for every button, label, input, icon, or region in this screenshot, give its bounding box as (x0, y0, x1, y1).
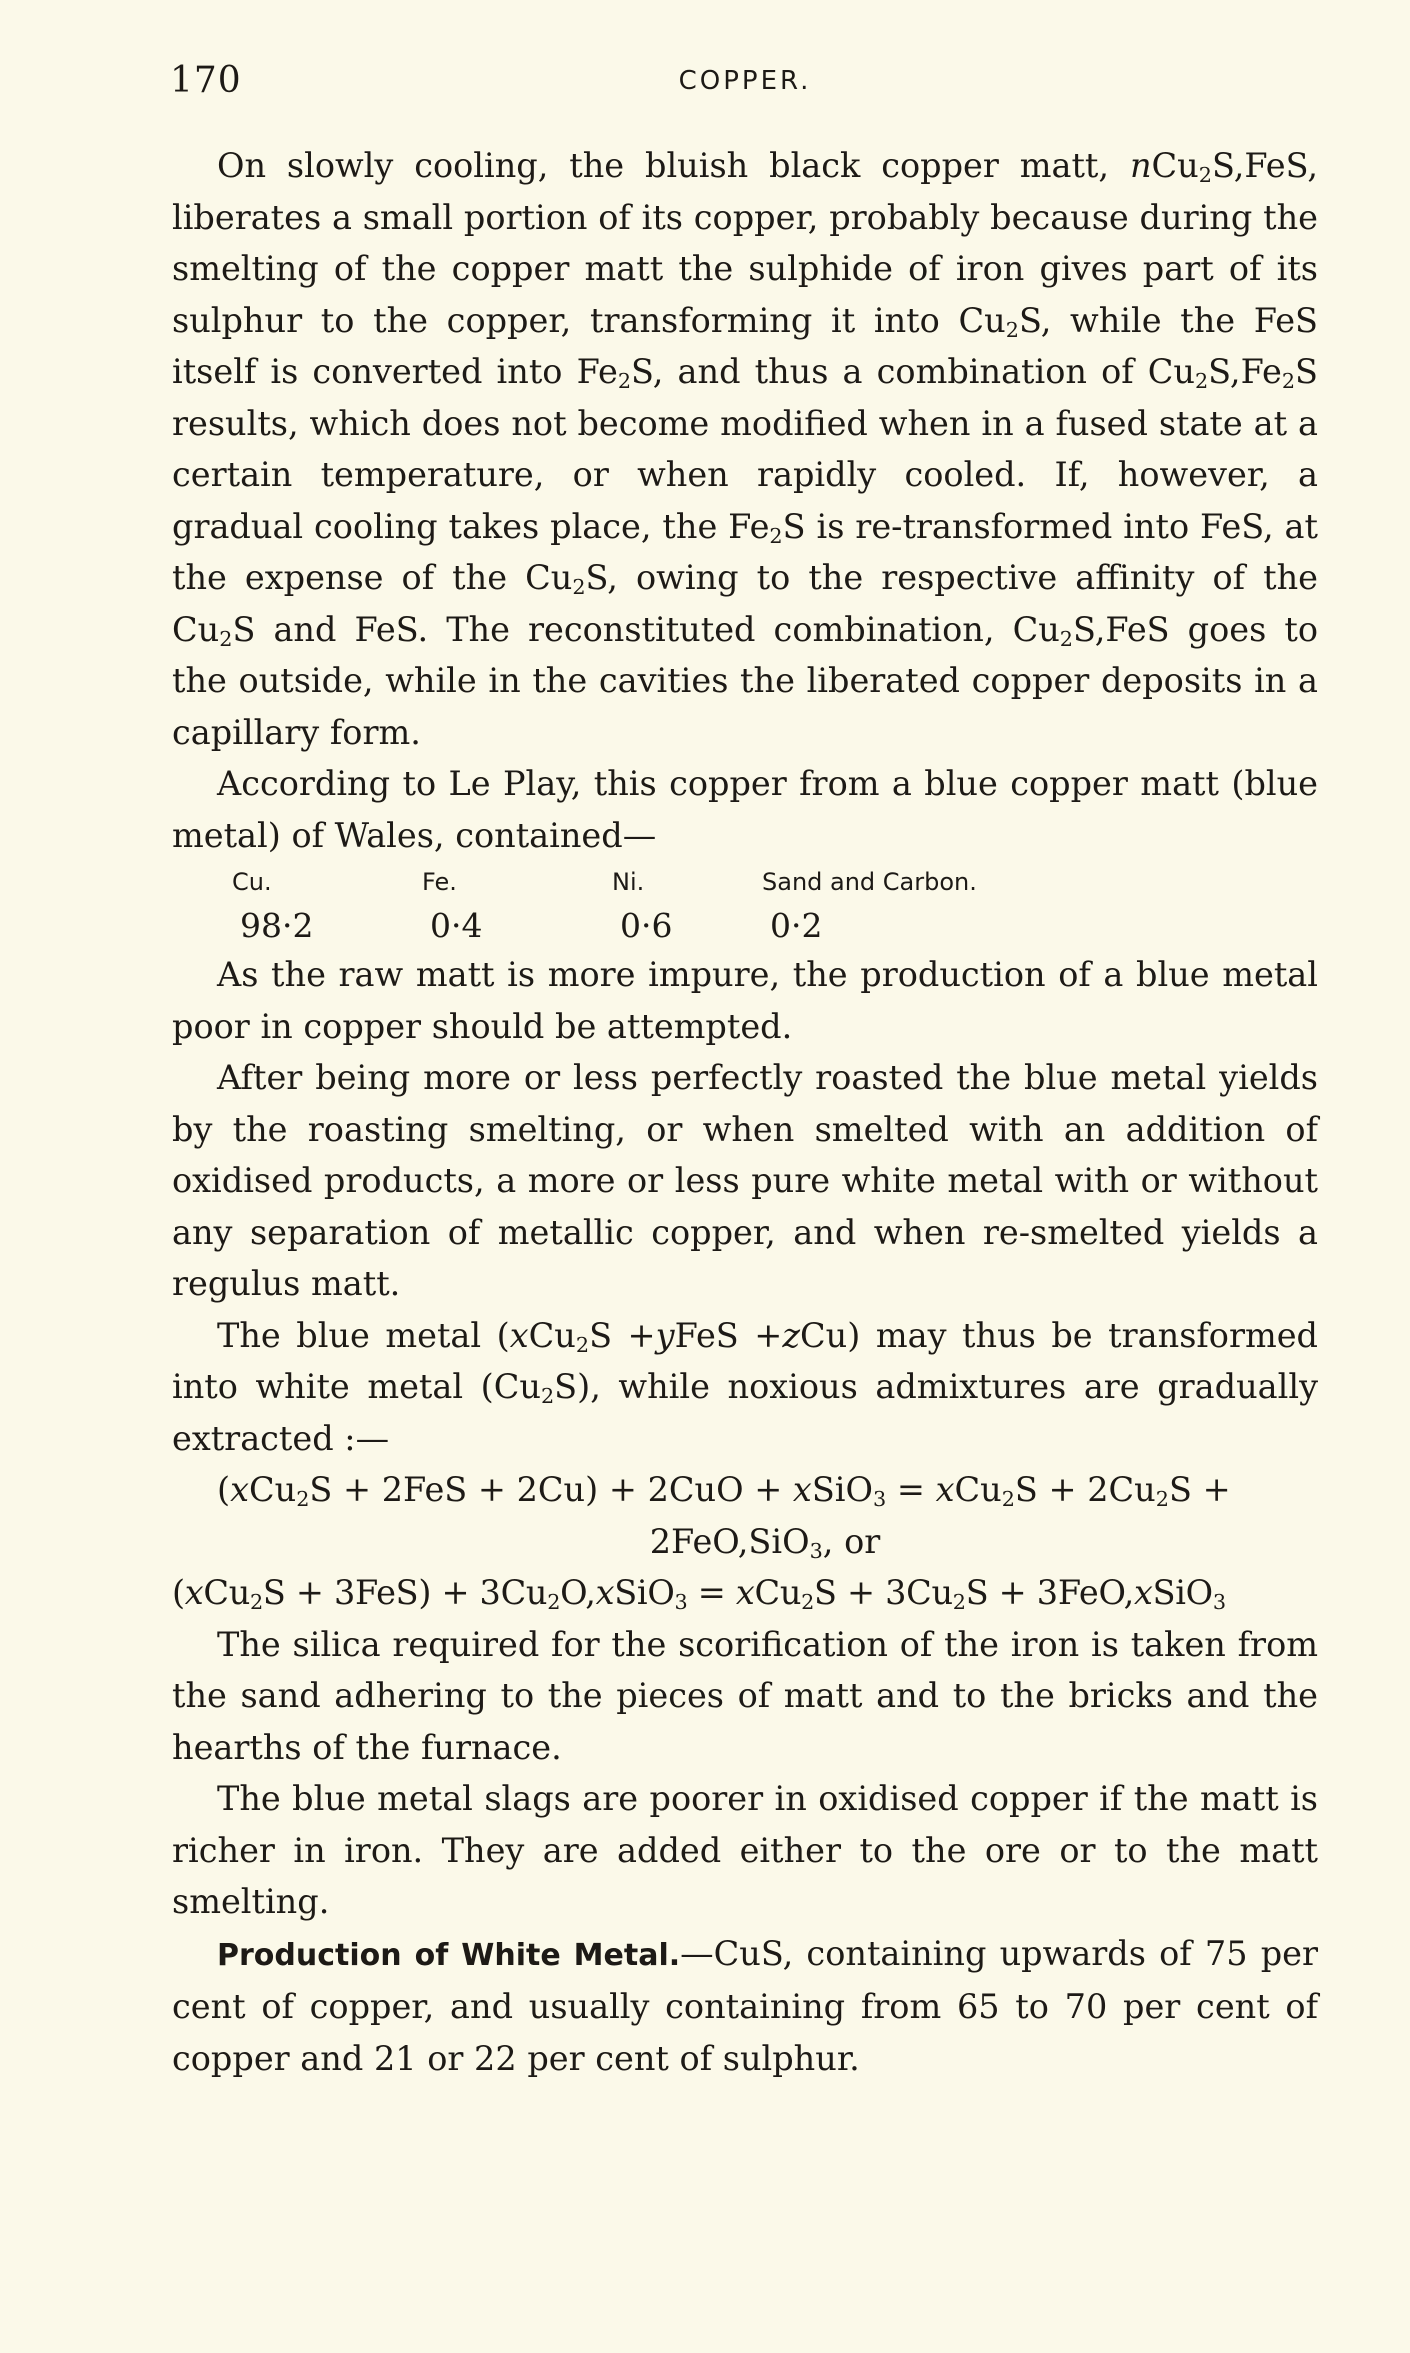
analysis-header: Ni. (612, 868, 645, 896)
analysis-value: 0·2 (770, 906, 823, 945)
analysis-header: Sand and Carbon. (762, 868, 977, 896)
analysis-value: 98·2 (240, 906, 314, 945)
equation-2: $(xCu_2S + 3FeS) + 3Cu_2O,xSiO_3 = xCu_2S + 3Cu_2S$ + 3FeO,xSiO$_3$ (172, 1573, 1226, 1615)
equation-1-line-1: (xCu$_2$S + 2FeS + 2Cu) + 2CuO + xSiO$_3$ = $xCu_2S + 2Cu_2S$ + (217, 1470, 1231, 1512)
paragraph-le-play: According to Le Play, this copper from a blue copper matt (blue metal) of Wales, contained— (172, 764, 1318, 855)
page-body (172, 140, 1318, 2084)
analysis-value: 0·4 (430, 906, 483, 945)
section-heading: Production of White Metal. (217, 1937, 681, 1973)
page-header (170, 60, 1320, 110)
analysis-header: Fe. (422, 868, 457, 896)
analysis-header: Cu. (232, 868, 272, 896)
paragraph-silica: The silica required for the scorification of the iron is taken from the sand adhering to the pieces of matt and to the bricks and the hearths of the furnace. (172, 1624, 1318, 1767)
analysis-value: 0·6 (620, 906, 673, 945)
analysis-table (232, 861, 1002, 949)
running-title: COPPER. (678, 66, 812, 96)
equation-1-line-2: 2FeO,SiO$_3$, or (649, 1521, 881, 1563)
paragraph-cooling-matt: On slowly cooling, the bluish black copper matt, nCu$_2$S,FeS, liberates a small portion of its copper, probably because during the smelting of the copper matt the sulphide of iron gives part of its sulphur to the copper, transforming it into $Cu_2S$, while the FeS itself is converted into $Fe_2S$, and thus a combination of $Cu_2S,Fe_2S$ results, which does not become modified when in a fused state at a certain temperature, or when rapidly cooled. If, however, a gradual cooling takes place, the $Fe_2S$ is re-transformed into FeS, at the expense of the $Cu_2S$, owing to the respective affinity of the $Cu_2S$ and FeS. The reconstituted combination, $Cu_2S,FeS$ goes to the outside, while in the cavities the liberated copper deposits in a capillary form. (172, 146, 1318, 752)
page-number: 170 (170, 60, 242, 101)
paragraph-blue-metal: The blue metal (xCu$_2$S +yFeS +zCu) may thus be transformed into white metal $(Cu_2S)$, while noxious admixtures are gradually extracted :— (172, 1315, 1319, 1458)
paragraph-slags: The blue metal slags are poorer in oxidised copper if the matt is richer in iron. They are added either to the ore or to the matt smelting. (172, 1779, 1318, 1921)
paragraph-roasting: After being more or less perfectly roasted the blue metal yields by the roasting smelting, or when smelted with an addition of oxidised products, a more or less pure white metal with or without any separation of metallic copper, and when re-smelted yields a regulus matt. (172, 1058, 1318, 1303)
paragraph-white-metal: Production of White Metal.—CuS, containing upwards of 75 per cent of copper, and usually containing from 65 to 70 per cent of copper and 21 or 22 per cent of sulphur. (172, 1933, 1318, 2078)
paragraph-raw-matt: As the raw matt is more impure, the production of a blue metal poor in copper should be attempted. (172, 955, 1318, 1046)
